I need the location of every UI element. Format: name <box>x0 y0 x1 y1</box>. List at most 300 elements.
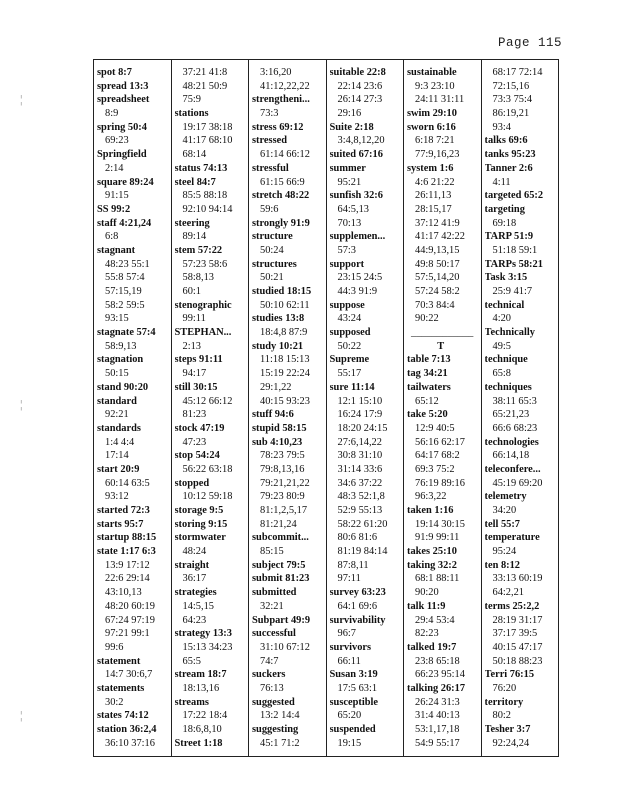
index-reference: 57:23 58:6 <box>182 258 228 270</box>
index-reference: 64:5,13 <box>337 203 369 215</box>
index-reference: 17:14 <box>105 450 129 462</box>
index-reference: 87:8,11 <box>337 559 369 571</box>
index-reference: 57:3 <box>337 244 356 256</box>
index-term: stock 47:19 <box>174 422 225 434</box>
index-term: TARPs 58:21 <box>484 258 543 270</box>
index-reference: 76:20 <box>492 682 517 694</box>
index-term: Street 1:18 <box>174 737 223 749</box>
section-divider: ____________ <box>411 327 474 339</box>
index-reference: 68:1 88:11 <box>415 573 460 585</box>
index-term: stop 54:24 <box>174 450 220 462</box>
index-reference: 60:1 <box>182 286 201 297</box>
index-reference: 66:23 95:14 <box>415 669 465 681</box>
index-reference: 19:17 38:18 <box>182 121 233 133</box>
index-term: steel 84:7 <box>174 176 216 188</box>
index-term: technique <box>484 354 528 366</box>
index-reference: 50:10 62:11 <box>260 299 310 311</box>
index-term: survey 63:23 <box>329 587 386 599</box>
index-reference: 43:24 <box>337 313 362 325</box>
index-reference: 31:14 33:6 <box>337 463 383 475</box>
index-reference: 38:11 65:3 <box>492 395 537 407</box>
index-reference: 99:11 <box>182 313 206 325</box>
index-reference: 32:21 <box>260 600 284 612</box>
index-term: supposed <box>329 327 371 339</box>
index-reference: 6:8 <box>105 231 119 243</box>
index-column-2 <box>172 60 250 756</box>
index-term: subject 79:5 <box>252 559 306 571</box>
index-reference: 92:24,24 <box>492 737 530 749</box>
index-reference: 19:15 <box>337 737 362 749</box>
index-reference: 50:24 <box>260 244 284 256</box>
index-reference: 93:4 <box>492 121 511 133</box>
index-term: Subpart 49:9 <box>252 614 311 626</box>
index-reference: 57:24 58:2 <box>415 286 460 297</box>
index-reference: 3:16,20 <box>260 67 292 78</box>
index-reference: 9:3 23:10 <box>415 80 455 92</box>
index-reference: 92:21 <box>105 409 129 421</box>
index-reference: 48:24 <box>182 546 207 558</box>
index-term: steering <box>174 217 210 229</box>
index-term: study 10:21 <box>252 340 304 352</box>
index-term: startup 88:15 <box>97 532 157 544</box>
index-reference: 65:20 <box>337 710 362 722</box>
index-reference: 55:17 <box>337 368 362 380</box>
index-term: suited 67:16 <box>329 149 383 161</box>
index-reference: 96:3,22 <box>415 491 447 503</box>
index-term: tell 55:7 <box>484 518 520 530</box>
index-term: swim 29:10 <box>407 108 457 120</box>
index-reference: 16:24 17:9 <box>337 409 383 421</box>
index-term: survivors <box>329 641 372 653</box>
index-reference: 33:13 60:19 <box>492 573 543 585</box>
index-reference: 93:15 <box>105 313 129 325</box>
index-term: storing 9:15 <box>174 518 228 530</box>
index-term: station 36:2,4 <box>97 724 157 735</box>
index-term: teleconfere... <box>484 463 541 475</box>
index-reference: 58:9,13 <box>105 340 137 352</box>
index-term: structure <box>252 231 293 243</box>
index-reference: 77:9,16,23 <box>415 149 460 161</box>
index-term: suggested <box>252 696 295 708</box>
index-reference: 26:14 27:3 <box>337 94 383 106</box>
index-reference: 28:19 31:17 <box>492 614 543 626</box>
index-term: Tanner 2:6 <box>484 162 533 174</box>
index-reference: 36:17 <box>182 573 207 585</box>
index-reference: 85:15 <box>260 546 284 558</box>
index-term: stand 90:20 <box>97 381 149 393</box>
index-reference: 50:18 88:23 <box>492 655 543 667</box>
index-reference: 41:12,22,22 <box>260 80 310 92</box>
index-reference: 22:14 23:6 <box>337 80 383 92</box>
index-term: suitable 22:8 <box>329 67 386 78</box>
index-term: square 89:24 <box>97 176 154 188</box>
index-term: Suite 2:18 <box>329 121 374 133</box>
index-term: susceptible <box>329 696 378 708</box>
index-reference: 72:15,16 <box>492 80 530 92</box>
index-term: suspended <box>329 724 376 735</box>
index-term: territory <box>484 696 524 708</box>
index-term: talking 26:17 <box>407 682 466 694</box>
index-term: strategies <box>174 587 217 599</box>
index-reference: 64:1 69:6 <box>337 600 378 612</box>
index-term: steps 91:11 <box>174 354 223 366</box>
index-reference: 55:8 57:4 <box>105 272 145 284</box>
index-term: strongly 91:9 <box>252 217 310 229</box>
index-term: tag 34:21 <box>407 368 448 380</box>
index-term: sub 4:10,23 <box>252 436 303 448</box>
index-reference: 57:5,14,20 <box>415 272 460 284</box>
index-reference: 73:3 <box>260 108 279 120</box>
index-term: stagnate 57:4 <box>97 327 156 339</box>
index-term: subcommit... <box>252 532 309 544</box>
index-term: support <box>329 258 365 270</box>
index-term: storage 9:5 <box>174 505 224 516</box>
index-reference: 41:17 42:22 <box>415 231 465 243</box>
index-reference: 24:11 31:11 <box>415 94 465 106</box>
index-term: Task 3:15 <box>484 272 528 284</box>
index-reference: 14:5,15 <box>182 600 214 612</box>
index-reference: 58:8,13 <box>182 272 214 284</box>
index-reference: 79:23 80:9 <box>260 491 305 503</box>
index-term: TARP 51:9 <box>484 231 534 243</box>
index-reference: 54:9 55:17 <box>415 737 460 749</box>
index-reference: 56:22 63:18 <box>182 463 233 475</box>
index-term: stress 69:12 <box>252 121 304 133</box>
index-reference: 91:15 <box>105 190 129 202</box>
index-term: takes 25:10 <box>407 546 457 558</box>
index-reference: 61:14 66:12 <box>260 149 310 161</box>
index-reference: 66:6 68:23 <box>492 422 538 434</box>
index-term: temperature <box>484 532 540 544</box>
index-term: strategy 13:3 <box>174 628 232 640</box>
index-term: suppose <box>329 299 365 311</box>
index-reference: 79:8,13,16 <box>260 463 305 475</box>
index-reference: 8:9 <box>105 108 119 120</box>
index-reference: 13:2 14:4 <box>260 710 300 722</box>
index-reference: 18:13,16 <box>182 682 220 694</box>
index-term: stenographic <box>174 299 232 311</box>
index-term: survivability <box>329 614 386 626</box>
index-reference: 2:14 <box>105 162 124 174</box>
index-reference: 75:9 <box>182 94 201 106</box>
index-column-5 <box>404 60 482 756</box>
index-reference: 36:10 37:16 <box>105 737 155 749</box>
index-term: submit 81:23 <box>252 573 310 585</box>
index-term: SS 99:2 <box>97 203 131 215</box>
index-term: stupid 58:15 <box>252 422 307 434</box>
index-reference: 47:23 <box>182 436 207 448</box>
index-reference: 10:12 59:18 <box>182 491 233 503</box>
word-index-table <box>93 59 559 757</box>
index-reference: 11:18 15:13 <box>260 354 310 366</box>
index-reference: 15:19 22:24 <box>260 368 310 380</box>
index-reference: 90:20 <box>415 587 439 599</box>
index-reference: 37:17 39:5 <box>492 628 538 640</box>
index-term: taken 1:16 <box>407 505 454 516</box>
index-reference: 29:4 53:4 <box>415 614 455 626</box>
index-term: talk 11:9 <box>407 600 446 612</box>
index-term: system 1:6 <box>407 162 454 174</box>
index-term: spot 8:7 <box>97 67 132 78</box>
index-term: telemetry <box>484 491 527 503</box>
index-reference: 73:3 75:4 <box>492 94 533 106</box>
index-reference: 48:20 60:19 <box>105 600 155 612</box>
index-term: STEPHAN... <box>174 327 232 339</box>
index-reference: 97:11 <box>337 573 361 585</box>
index-reference: 44:9,13,15 <box>415 244 460 256</box>
index-reference: 66:14,18 <box>492 450 530 462</box>
index-reference: 4:20 <box>492 313 511 325</box>
index-reference: 66:11 <box>337 655 361 667</box>
index-reference: 23:15 24:5 <box>337 272 383 284</box>
index-reference: 18:6,8,10 <box>182 724 222 735</box>
index-reference: 14:7 30:6,7 <box>105 669 153 681</box>
index-term: submitted <box>252 587 297 599</box>
index-term: terms 25:2,2 <box>484 600 540 612</box>
index-reference: 67:24 97:19 <box>105 614 155 626</box>
index-reference: 19:14 30:15 <box>415 518 465 530</box>
index-reference: 3:4,8,12,20 <box>337 135 385 147</box>
index-term: tanks 95:23 <box>484 149 536 161</box>
index-term: sustainable <box>407 67 457 78</box>
index-reference: 18:4,8 87:9 <box>260 327 308 339</box>
index-term: successful <box>252 628 296 640</box>
index-column-1 <box>94 60 172 756</box>
index-reference: 6:18 7:21 <box>415 135 455 147</box>
index-reference: 68:14 <box>182 149 207 161</box>
index-term: Susan 3:19 <box>329 669 378 681</box>
index-reference: 65:21,23 <box>492 409 530 421</box>
section-letter-header: T <box>437 340 445 352</box>
index-term: Tesher 3:7 <box>484 724 531 735</box>
index-reference: 64:2,21 <box>492 587 524 599</box>
index-term: spring 50:4 <box>97 121 147 133</box>
index-term: spreadsheet <box>97 94 150 106</box>
margin-mark: ¦ <box>20 397 23 411</box>
index-reference: 49:8 50:17 <box>415 258 460 270</box>
index-term: straight <box>174 559 210 571</box>
index-reference: 90:22 <box>415 313 439 325</box>
index-reference: 30:2 <box>105 696 124 708</box>
index-reference: 76:13 <box>260 682 284 694</box>
index-reference: 4:6 21:22 <box>415 176 455 188</box>
index-term: technologies <box>484 436 539 448</box>
index-reference: 94:17 <box>182 368 207 380</box>
index-reference: 93:12 <box>105 491 129 503</box>
index-reference: 70:3 84:4 <box>415 299 455 311</box>
index-term: stormwater <box>174 532 226 544</box>
index-term: tailwaters <box>407 381 451 393</box>
index-reference: 58:22 61:20 <box>337 518 388 530</box>
index-term: techniques <box>484 381 532 393</box>
index-term: starts 95:7 <box>97 518 144 530</box>
index-reference: 81:21,24 <box>260 518 297 530</box>
index-reference: 34:6 37:22 <box>337 477 383 489</box>
index-reference: 31:10 67:12 <box>260 641 310 653</box>
index-reference: 80:6 81:6 <box>337 532 378 544</box>
index-term: Terri 76:15 <box>484 669 535 681</box>
index-term: stopped <box>174 477 210 489</box>
index-term: take 5:20 <box>407 409 448 421</box>
index-reference: 76:19 89:16 <box>415 477 465 489</box>
index-reference: 64:23 <box>182 614 207 626</box>
index-term: summer <box>329 162 366 174</box>
index-reference: 48:3 52:1,8 <box>337 491 385 503</box>
index-reference: 17:5 63:1 <box>337 682 378 694</box>
index-reference: 49:5 <box>492 340 511 352</box>
index-reference: 69:18 <box>492 217 517 229</box>
index-reference: 65:5 <box>182 655 201 667</box>
index-term: table 7:13 <box>407 354 451 366</box>
index-reference: 15:13 34:23 <box>182 641 233 653</box>
index-term: standard <box>97 395 137 407</box>
index-term: state 1:17 6:3 <box>97 546 156 558</box>
index-term: started 72:3 <box>97 505 150 516</box>
index-column-4 <box>327 60 405 756</box>
index-term: targeting <box>484 203 525 215</box>
index-reference: 41:17 68:10 <box>182 135 233 147</box>
index-reference: 43:10,13 <box>105 587 142 599</box>
index-reference: 25:9 41:7 <box>492 286 533 297</box>
index-term: Technically <box>484 327 535 339</box>
index-term: still 30:15 <box>174 381 218 393</box>
index-reference: 65:12 <box>415 395 439 407</box>
index-term: streams <box>174 696 209 708</box>
index-term: stations <box>174 108 209 120</box>
index-term: supplemen... <box>329 231 386 243</box>
index-column-3 <box>249 60 327 756</box>
index-reference: 12:1 15:10 <box>337 395 383 407</box>
index-reference: 18:20 24:15 <box>337 422 388 434</box>
index-reference: 29:1,22 <box>260 381 292 393</box>
index-term: statement <box>97 655 141 667</box>
index-reference: 53:1,17,18 <box>415 724 460 735</box>
index-reference: 34:20 <box>492 505 517 516</box>
index-reference: 27:6,14,22 <box>337 436 382 448</box>
index-reference: 28:15,17 <box>415 203 452 215</box>
index-term: sure 11:14 <box>329 381 375 393</box>
index-term: stagnation <box>97 354 144 366</box>
index-term: staff 4:21,24 <box>97 217 152 229</box>
index-term: stream 18:7 <box>174 669 227 681</box>
index-reference: 60:14 63:5 <box>105 477 150 489</box>
index-reference: 29:16 <box>337 108 362 120</box>
index-reference: 81:19 84:14 <box>337 546 388 558</box>
index-reference: 17:22 18:4 <box>182 710 228 722</box>
index-reference: 81:1,2,5,17 <box>260 505 308 516</box>
index-reference: 51:18 59:1 <box>492 244 538 256</box>
index-reference: 85:5 88:18 <box>182 190 228 202</box>
index-reference: 40:15 93:23 <box>260 395 310 407</box>
index-term: stressful <box>252 162 289 174</box>
index-reference: 61:15 66:9 <box>260 176 305 188</box>
index-term: status 74:13 <box>174 162 228 174</box>
index-term: studies 13:8 <box>252 313 305 325</box>
index-reference: 68:17 72:14 <box>492 67 543 78</box>
index-reference: 52:9 55:13 <box>337 505 383 516</box>
index-column-6 <box>482 60 559 756</box>
index-reference: 64:17 68:2 <box>415 450 460 462</box>
index-reference: 58:2 59:5 <box>105 299 145 311</box>
page-number-label: Page 115 <box>497 36 562 50</box>
index-reference: 56:16 62:17 <box>415 436 465 448</box>
index-reference: 50:22 <box>337 340 362 352</box>
index-reference: 2:13 <box>182 340 201 352</box>
index-reference: 65:8 <box>492 368 511 380</box>
index-reference: 78:23 79:5 <box>260 450 305 462</box>
index-reference: 23:8 65:18 <box>415 655 460 667</box>
index-reference: 59:6 <box>260 203 279 215</box>
index-reference: 50:21 <box>260 272 284 284</box>
index-reference: 30:8 31:10 <box>337 450 383 462</box>
index-term: Springfield <box>97 149 147 161</box>
index-reference: 80:2 <box>492 710 511 722</box>
index-reference: 81:23 <box>182 409 207 421</box>
index-term: sunfish 32:6 <box>329 190 383 202</box>
index-reference: 50:15 <box>105 368 129 380</box>
index-reference: 69:3 75:2 <box>415 463 455 475</box>
index-reference: 91:9 99:11 <box>415 532 460 544</box>
index-reference: 4:11 <box>492 176 511 188</box>
index-reference: 48:23 55:1 <box>105 258 150 270</box>
index-term: structures <box>252 258 297 270</box>
index-reference: 97:21 99:1 <box>105 628 150 640</box>
index-reference: 37:21 41:8 <box>182 67 228 78</box>
index-reference: 89:14 <box>182 231 207 243</box>
index-reference: 82:23 <box>415 628 439 640</box>
index-term: studied 18:15 <box>252 286 312 297</box>
index-term: Supreme <box>329 354 370 366</box>
index-term: talked 19:7 <box>407 641 457 653</box>
index-term: talks 69:6 <box>484 135 528 147</box>
index-term: technical <box>484 299 525 311</box>
index-reference: 31:4 40:13 <box>415 710 460 722</box>
index-reference: 86:19,21 <box>492 108 530 120</box>
index-reference: 37:12 41:9 <box>415 217 460 229</box>
index-reference: 99:6 <box>105 641 124 653</box>
index-reference: 26:11,13 <box>415 190 452 202</box>
index-term: stagnant <box>97 244 136 256</box>
index-term: ten 8:12 <box>484 559 520 571</box>
index-reference: 96:7 <box>337 628 356 640</box>
margin-mark: ¦ <box>20 708 23 722</box>
index-reference: 48:21 50:9 <box>182 80 228 92</box>
index-reference: 95:21 <box>337 176 362 188</box>
index-reference: 1:4 4:4 <box>105 436 135 448</box>
index-reference: 45:12 66:12 <box>182 395 233 407</box>
index-term: sworn 6:16 <box>407 121 456 133</box>
index-reference: 45:19 69:20 <box>492 477 543 489</box>
index-reference: 57:15,19 <box>105 286 142 297</box>
index-term: suggesting <box>252 724 299 735</box>
index-term: suckers <box>252 669 286 681</box>
index-reference: 74:7 <box>260 655 279 667</box>
index-term: stem 57:22 <box>174 244 223 256</box>
index-reference: 13:9 17:12 <box>105 559 150 571</box>
index-term: taking 32:2 <box>407 559 457 571</box>
index-reference: 70:13 <box>337 217 362 229</box>
index-term: targeted 65:2 <box>484 190 544 202</box>
index-term: states 74:12 <box>97 710 149 722</box>
index-reference: 79:21,21,22 <box>260 477 310 489</box>
index-reference: 40:15 47:17 <box>492 641 543 653</box>
index-reference: 92:10 94:14 <box>182 203 233 215</box>
index-term: stretch 48:22 <box>252 190 310 202</box>
index-reference: 12:9 40:5 <box>415 422 455 434</box>
margin-mark: ¦ <box>20 92 23 106</box>
index-term: stressed <box>252 135 288 147</box>
index-reference: 69:23 <box>105 135 129 147</box>
